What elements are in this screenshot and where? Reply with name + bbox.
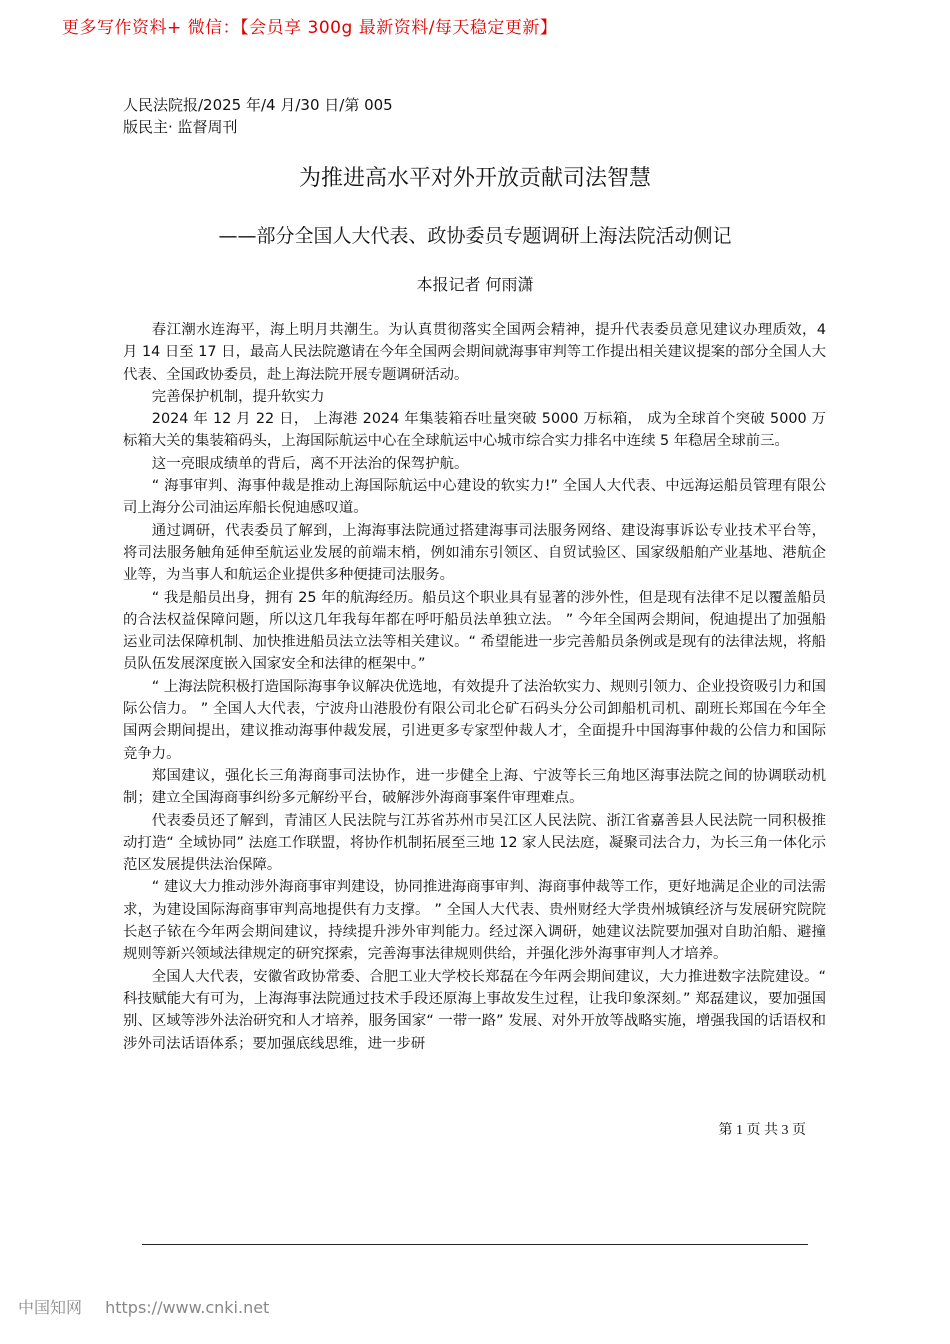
paragraph: “ 海事审判、海事仲裁是推动上海国际航运中心建设的软实力!” 全国人大代表、中远海运船员管理有限公司上海分公司油运库船长倪迪感叹道。 bbox=[123, 478, 826, 517]
source-citation bbox=[123, 94, 393, 138]
paragraph: 通过调研，代表委员了解到，上海海事法院通过搭建海事司法服务网络、建设海事诉讼专业技术平台等，将司法服务触角延伸至航运业发展的前端末梢，例如浦东引领区、自贸试验区、国家级船舶产业基地、港航企业等，为当事人和航运企业提供多种便捷司法服务。 bbox=[123, 522, 826, 584]
source-line-1: 人民法院报/2025 年/4 月/30 日/第 005 bbox=[123, 96, 393, 114]
article-subtitle: ——部分全国人大代表、政协委员专题调研上海法院活动侧记 bbox=[218, 225, 732, 247]
paragraph: 代表委员还了解到，青浦区人民法院与江苏省苏州市吴江区人民法院、浙江省嘉善县人民法院一同积极推动打造“ 全域协同” 法庭工作联盟，将协作机制拓展至三地 12 家人民法庭，凝聚司法合力，为长三角一体化示范区发展提供法治保障。 bbox=[123, 812, 826, 874]
paragraph: 春江潮水连海平，海上明月共潮生。为认真贯彻落实全国两会精神，提升代表委员意见建议办理质效，4 月 14 日至 17 日，最高人民法院邀请在今年全国两会期间就海事审判等工作提出相关建议提案的部分全国人大代表、全国政协委员，赴上海法院开展专题调研活动。 bbox=[123, 322, 826, 383]
source-line-2: 版民主· 监督周刊 bbox=[123, 118, 238, 136]
paragraph: 这一亮眼成绩单的背后，离不开法治的保驾护航。 bbox=[151, 455, 469, 472]
section-heading: 完善保护机制，提升软实力 bbox=[151, 388, 325, 405]
footer-divider bbox=[142, 1244, 808, 1245]
watermark bbox=[18, 1295, 269, 1318]
watermark-url: https://www.cnki.net bbox=[105, 1298, 270, 1317]
article-title: 为推进高水平对外开放贡献司法智慧 bbox=[298, 166, 651, 191]
paragraph: “ 我是船员出身，拥有 25 年的航海经历。船员这个职业具有显著的涉外性，但是现有法律不足以覆盖船员的合法权益保障问题，所以这几年我每年都在呼吁船员法单独立法。 ” 今年全国两会期间，倪迪提出了加强船运业司法保障机制、加快推进船员法立法等相关建议。“ 希望能进一步完善船员条例或是现有的法律法规，将船员队伍发展深度嵌入国家安全和法律的框架中。” bbox=[123, 589, 826, 673]
paragraph: 全国人大代表，安徽省政协常委、合肥工业大学校长郑磊在今年两会期间建议，大力推进数字法院建设。“ 科技赋能大有可为，上海海事法院通过技术手段还原海上事故发生过程，让我印象深刻。” 郑磊建议，要加强国别、区域等涉外法治研究和人才培养，服务国家“ 一带一路” 发展、对外开放等战略实施，增强我国的话语权和涉外司法话语体系；要加强底线思维，进一步研 bbox=[123, 968, 826, 1052]
article-body bbox=[123, 319, 826, 1055]
article-byline: 本报记者 何雨潇 bbox=[416, 275, 534, 294]
page-indicator: 第 1 页 共 3 页 bbox=[718, 1123, 806, 1138]
paragraph: “ 上海法院积极打造国际海事争议解决优选地，有效提升了法治软实力、规则引领力、企业投资吸引力和国际公信力。 ” 全国人大代表，宁波舟山港股份有限公司北仑矿石码头分公司卸船机司机、副班长郑国在今年全国两会期间提出，建议推动海事仲裁发展，引进更多专家型仲裁人才，全面提升中国海事仲裁的公信力和国际竞争力。 bbox=[123, 678, 826, 762]
watermark-name: 中国知网 bbox=[18, 1298, 83, 1317]
paragraph: “ 建议大力推动涉外海商事审判建设，协同推进海商事审判、海商事仲裁等工作，更好地满足企业的司法需求，为建设国际海商事审判高地提供有力支撑。 ” 全国人大代表、贵州财经大学贵州城镇经济与发展研究院院长赵子铱在今年两会期间建议，持续提升涉外审判能力。经过深入调研，她建议法院要加强对自助泊船、避撞规则等新兴领域法律规定的研究探索，完善海事法律规则供给，并强化涉外海事审判人才培养。 bbox=[123, 879, 826, 963]
paragraph: 2024 年 12 月 22 日， 上海港 2024 年集装箱吞吐量突破 5000 万标箱， 成为全球首个突破 5000 万标箱大关的集装箱码头，上海国际航运中心在全球航运中心城市综合实力排名中连续 5 年稳居全球前三。 bbox=[123, 411, 826, 450]
promo-banner: 更多写作资料+ 微信：【会员享 300g 最新资料/每天稳定更新】 bbox=[62, 18, 558, 38]
paragraph: 郑国建议，强化长三角海商事司法协作，进一步健全上海、宁波等长三角地区海事法院之间的协调联动机制；建立全国海商事纠纷多元解纷平台，破解涉外海商事案件审理难点。 bbox=[123, 767, 826, 807]
